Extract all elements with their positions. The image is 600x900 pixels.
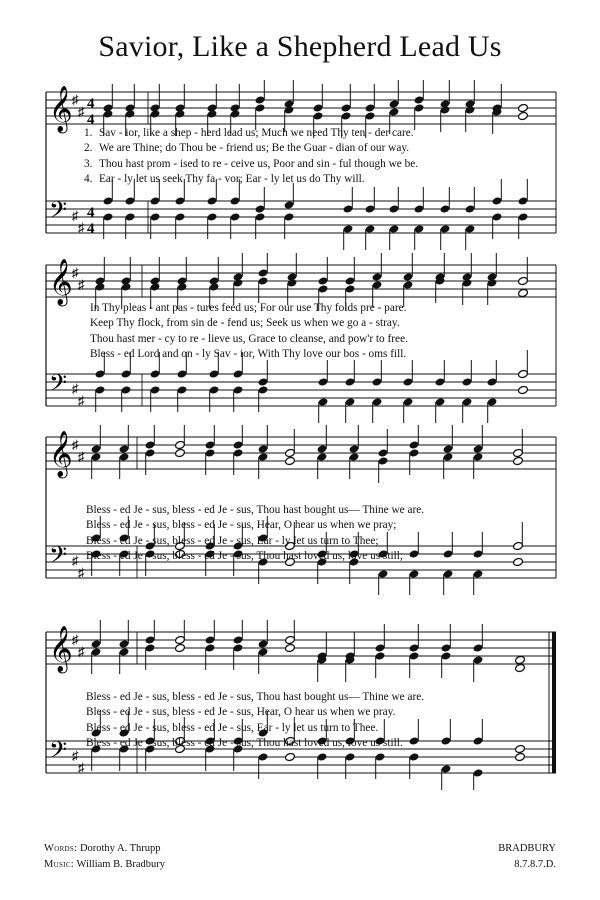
lyric-line: Bless - ed Je - sus, bless - ed Je - sus, Thou hast bought us— Thine we are. — [86, 691, 425, 703]
treble-staff — [46, 92, 556, 124]
lyric-line: 3. Thou hast prom - ised to re - ceive us, Poor and sin - ful though we be. — [84, 157, 419, 170]
words-credit: Words: Dorothy A. Thrupp — [44, 843, 161, 854]
whole-note-head — [518, 103, 529, 112]
treble-clef-icon: 𝄞 — [49, 86, 73, 132]
hymn-title: Savior, Like a Shepherd Lead Us — [98, 30, 502, 63]
system-1-lyrics — [84, 126, 418, 188]
music-credit: Music: William B. Bradbury — [44, 858, 165, 870]
sharp-icon: ♯ — [72, 92, 79, 107]
sharp-icon: ♯ — [72, 381, 79, 396]
sharp-icon: ♯ — [78, 449, 85, 464]
sharp-icon: ♯ — [78, 644, 85, 659]
credits-right — [498, 841, 556, 872]
lyric-line: Thou hast mer - cy to re - lieve us, Grace to cleanse, and pow'r to free. — [90, 332, 408, 345]
treble-staff — [46, 437, 556, 469]
time-sig-bottom: 4 — [87, 221, 95, 237]
whole-note-head — [518, 111, 529, 120]
lyric-line: Bless - ed Je - sus, bless - ed Je - sus, Hear, O hear us when we pray; — [86, 519, 397, 532]
half-note-head — [518, 288, 529, 297]
half-note-head — [285, 752, 296, 761]
time-sig-top: 4 — [87, 96, 95, 112]
bass-clef-icon: 𝄢 — [49, 369, 68, 402]
bass-clef-icon: 𝄢 — [49, 541, 68, 574]
bass-staff — [46, 201, 556, 233]
half-note-head — [513, 557, 524, 566]
lyric-line: Bless - ed Je - sus, bless - ed Je - sus, Ear - ly let us turn to Thee. — [86, 721, 379, 734]
half-note-head — [513, 456, 524, 465]
meter: 8.7.8.7.D. — [514, 858, 556, 870]
half-note-head — [518, 385, 529, 394]
credits-left — [44, 841, 165, 872]
lyric-line: Bless - ed Je - sus, bless - ed Je - sus, Hear, O hear us when we pray. — [86, 706, 396, 719]
half-note-head — [285, 456, 296, 465]
system-4-lyrics — [86, 690, 424, 752]
lyric-line: 2. We are Thine; do Thou be - friend us; Be the Guar - dian of our way. — [84, 142, 410, 155]
lyric-line: Bless - ed Je - sus, bless - ed Je - sus, Thou hast bought us— Thine we are. — [86, 504, 425, 516]
lyric-line: Bless - ed Je - sus, bless - ed Je - sus, Ear - ly let us turn to Thee; — [86, 534, 379, 547]
whole-note-head — [515, 663, 526, 672]
system-2-lyrics — [90, 301, 408, 363]
sharp-icon: ♯ — [72, 748, 79, 763]
whole-note-head — [515, 655, 526, 664]
lyric-line: 1. Sav - ior, like a shep - herd lead us; Much we need Thy ten - der care. — [84, 127, 414, 139]
sharp-icon: ♯ — [78, 277, 85, 292]
bass-clef-icon: 𝄢 — [49, 196, 68, 229]
sharp-icon: ♯ — [72, 632, 79, 647]
lyric-line: Keep Thy flock, from sin de - fend us; Seek us when we go a - stray. — [90, 317, 400, 330]
tune-name: BRADBURY — [498, 843, 556, 854]
whole-note-head — [515, 744, 526, 753]
treble-clef-icon: 𝄞 — [49, 259, 73, 305]
time-sig-top: 4 — [87, 205, 95, 221]
sharp-icon: ♯ — [72, 208, 79, 223]
half-note-head — [175, 448, 186, 457]
time-sig-bottom: 4 — [87, 112, 95, 128]
final-thick-barline — [552, 632, 556, 773]
sharp-icon: ♯ — [72, 553, 79, 568]
system-3-lyrics — [86, 503, 424, 565]
sharp-icon: ♯ — [78, 393, 85, 408]
lyric-line: 4. Ear - ly let us seek Thy fa - vor; Ear - ly let us do Thy will. — [84, 173, 365, 186]
sharp-icon: ♯ — [78, 220, 85, 235]
half-note-head — [175, 643, 186, 652]
sharp-icon: ♯ — [78, 104, 85, 119]
lyric-line: Bless - ed Je - sus, bless - ed Je - sus, Thou hast loved us, love us still; — [86, 550, 404, 563]
sharp-icon: ♯ — [72, 265, 79, 280]
whole-note-head — [515, 752, 526, 761]
half-note-head — [285, 643, 296, 652]
bass-clef-icon: 𝄢 — [49, 736, 68, 769]
treble-clef-icon: 𝄞 — [49, 431, 73, 477]
sharp-icon: ♯ — [78, 565, 85, 580]
sharp-icon: ♯ — [72, 437, 79, 452]
sharp-icon: ♯ — [78, 760, 85, 775]
treble-clef-icon: 𝄞 — [49, 626, 73, 672]
lyric-line: In Thy pleas - ant pas - tures feed us; For our use Thy folds pre - pare. — [90, 302, 407, 314]
lyric-line: Bless - ed Je - sus, bless - ed Je - sus, Thou hast loved us, love us still. — [86, 737, 403, 750]
lyric-line: Bless - ed Lord and on - ly Sav - ior, With Thy love our bos - oms fill. — [90, 348, 407, 361]
